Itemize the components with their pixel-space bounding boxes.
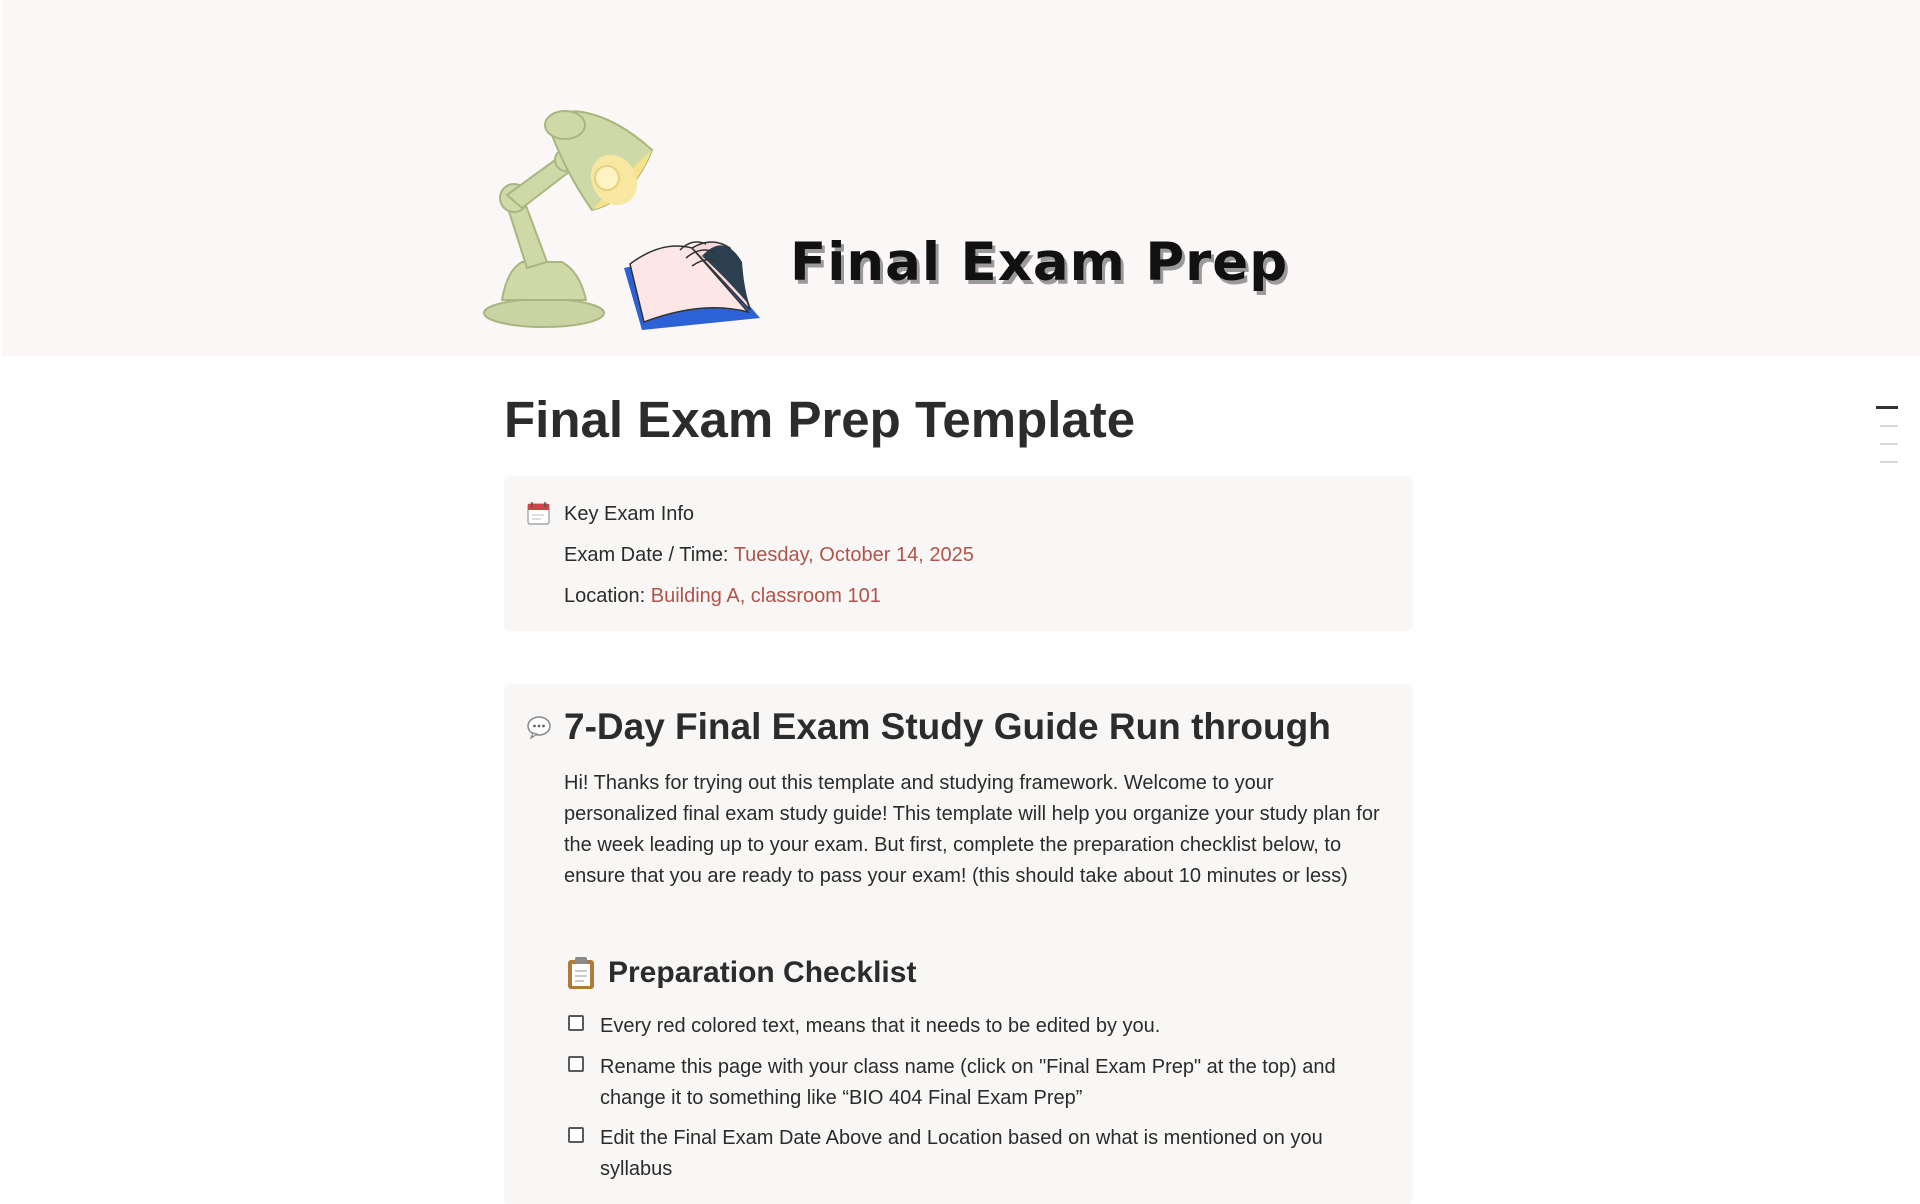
toc-line[interactable]: [1880, 461, 1898, 463]
exam-date-label: Exam Date / Time:: [564, 544, 729, 566]
checklist-item-text[interactable]: Edit the Final Exam Date Above and Location based on what is mentioned on you syllabus: [600, 1127, 1323, 1180]
open-book-illustration: [624, 242, 760, 330]
location-value[interactable]: Building A, classroom 101: [650, 585, 881, 607]
desk-lamp-illustration: [484, 111, 652, 327]
checklist-heading: Preparation Checklist: [608, 956, 917, 989]
cover-illustration: [2, 0, 1920, 356]
location-line: [564, 585, 881, 608]
banner-title: Final Exam Prep: [790, 232, 1289, 293]
key-info-heading: Key Exam Info: [564, 503, 695, 525]
page-cover[interactable]: [2, 0, 1920, 356]
location-label: Location:: [564, 585, 646, 607]
study-guide-callout: [504, 684, 1413, 1204]
toc-line[interactable]: [1880, 425, 1898, 427]
calendar-icon: [526, 500, 552, 526]
checkbox[interactable]: [568, 1015, 584, 1031]
exam-date-line: [564, 544, 974, 567]
clipboard-icon: [564, 956, 598, 990]
page-title[interactable]: Final Exam Prep Template: [504, 391, 1136, 448]
toc-line-active[interactable]: [1876, 406, 1898, 409]
speech-bubble-icon: [526, 714, 552, 740]
table-of-contents-indicator[interactable]: [1876, 406, 1898, 479]
key-exam-info-callout: [504, 476, 1413, 631]
checkbox[interactable]: [568, 1127, 584, 1143]
checklist-item-text[interactable]: Every red colored text, means that it needs to be edited by you.: [600, 1015, 1161, 1037]
checklist-item-text[interactable]: Rename this page with your class name (click on "Final Exam Prep" at the top) and change it to something like “BIO 404 Final Exam Prep”: [600, 1056, 1336, 1109]
checkbox[interactable]: [568, 1056, 584, 1072]
exam-date-value[interactable]: Tuesday, October 14, 2025: [733, 544, 974, 566]
study-guide-intro: Hi! Thanks for trying out this template and studying framework. Welcome to your personalized final exam study guide! This template will help you organize your study plan for the week leading up to your exam. But first, complete the preparation checklist below, to ensure that you are ready to pass your exam! (this should take about 10 minutes or less): [564, 772, 1380, 887]
study-guide-heading: 7-Day Final Exam Study Guide Run through: [564, 706, 1331, 747]
checklist-heading-row: [564, 956, 916, 990]
toc-line[interactable]: [1880, 443, 1898, 445]
